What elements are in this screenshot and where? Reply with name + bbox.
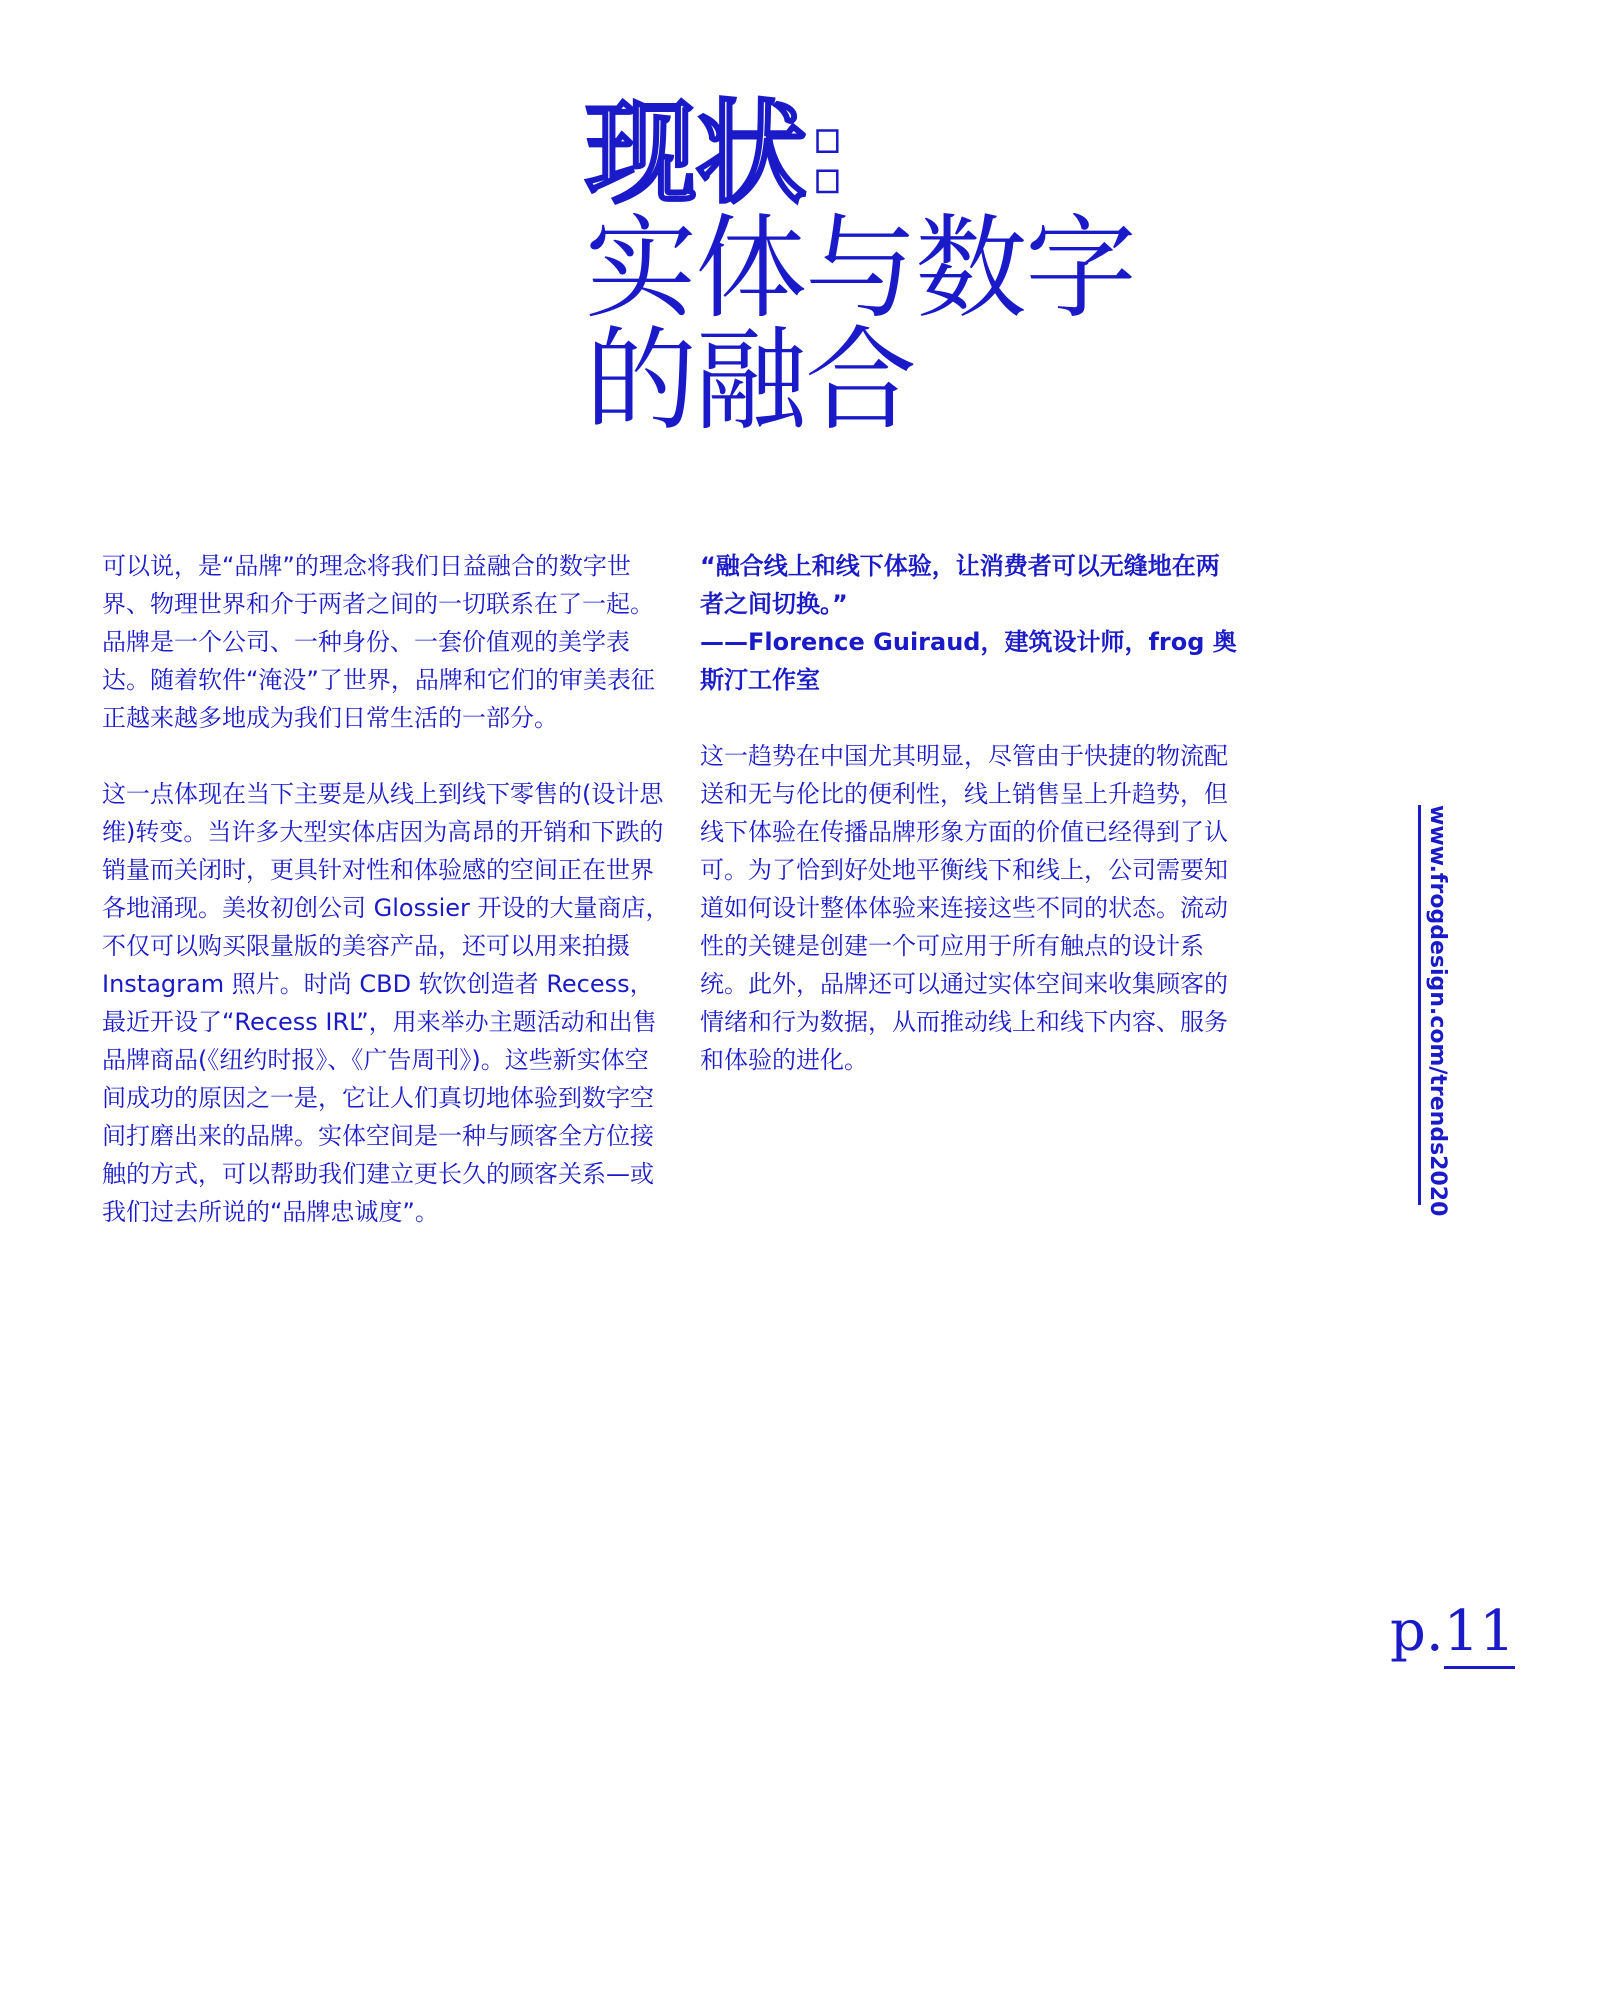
title-line-3: 的融合	[585, 316, 915, 446]
page-prefix: p.	[1390, 1599, 1444, 1664]
right-column	[700, 547, 1240, 1117]
page-title	[585, 89, 1305, 446]
left-paragraph-2: 这一点体现在当下主要是从线上到线下零售的(设计思维)转变。当许多大型实体店因为高昂的开销和下跌的销量而关闭时，更具针对性和体验感的空间正在世界各地涌现。美妆初创公司 Glossier 开设的大量商店，不仅可以购买限量版的美容产品，还可以用来拍摄 Instagram 照片。时尚 CBD 软饮创造者 Recess，最近开设了“Recess IRL”，用来举办主题活动和出售品牌商品(《纽约时报》、《广告周刊》)。这些新实体空间成功的原因之一是，它让人们真切地体验到数字空间打磨出来的品牌。实体空间是一种与顾客全方位接触的方式，可以帮助我们建立更长久的顾客关系—或我们过去所说的“品牌忠诚度”。	[102, 780, 670, 1226]
quote-attribution: ——Florence Guiraud，建筑设计师，frog 奥斯汀工作室	[700, 628, 1237, 694]
page-number-value: 11	[1444, 1600, 1515, 1669]
pull-quote	[700, 547, 1240, 699]
left-column	[102, 547, 672, 1269]
side-url-link[interactable]: www.frogdesign.com/trends2020	[1425, 805, 1450, 1217]
title-line-outline: 现状:	[585, 89, 848, 219]
title-line-2: 实体与数字	[585, 204, 1135, 334]
side-rule	[1418, 805, 1421, 1205]
quote-text: “融合线上和线下体验，让消费者可以无缝地在两者之间切换。”	[700, 552, 1220, 618]
side-url-container	[1422, 805, 1452, 1217]
left-paragraph-1: 可以说，是“品牌”的理念将我们日益融合的数字世界、物理世界和介于两者之间的一切联系在了一起。品牌是一个公司、一种身份、一套价值观的美学表达。随着软件“淹没”了世界，品牌和它们的审美表征正越来越多地成为我们日常生活的一部分。	[102, 552, 655, 732]
page-number	[1390, 1600, 1515, 1669]
right-paragraph-1: 这一趋势在中国尤其明显，尽管由于快捷的物流配送和无与伦比的便利性，线上销售呈上升趋势，但线下体验在传播品牌形象方面的价值已经得到了认可。为了恰到好处地平衡线下和线上，公司需要知道如何设计整体体验来连接这些不同的状态。流动性的关键是创建一个可应用于所有触点的设计系统。此外，品牌还可以通过实体空间来收集顾客的情绪和行为数据，从而推动线上和线下内容、服务和体验的进化。	[700, 742, 1228, 1074]
